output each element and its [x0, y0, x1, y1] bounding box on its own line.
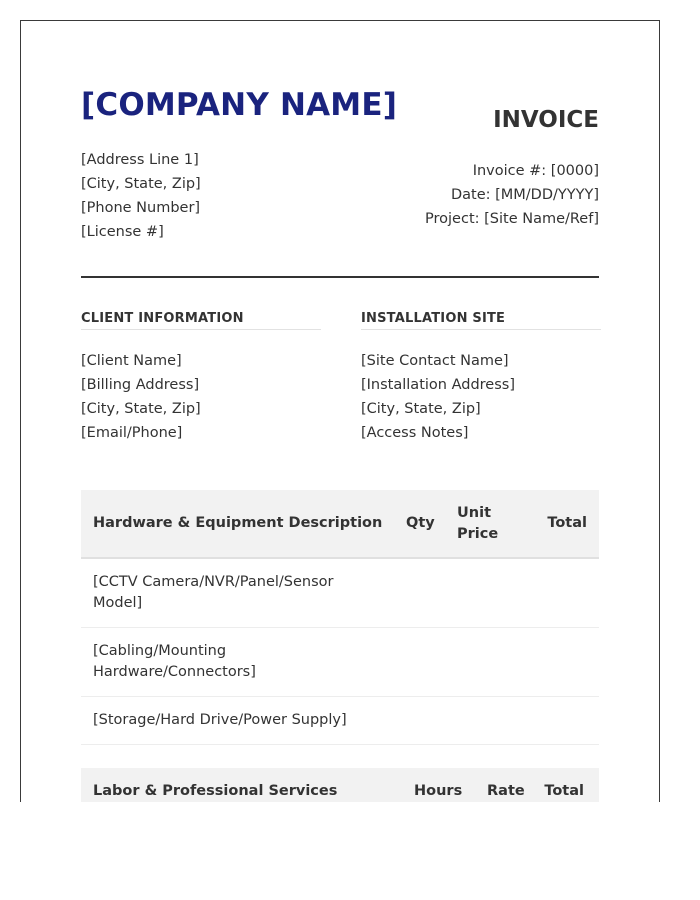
site-line: [Installation Address]	[361, 377, 515, 393]
client-line: [Client Name]	[81, 353, 182, 369]
header-hours: Hours	[414, 782, 463, 799]
invoice-page	[20, 20, 660, 802]
company-address	[81, 148, 201, 244]
header-unit-price-line: Unit	[457, 504, 491, 521]
row-description: [Storage/Hard Drive/Power Supply]	[93, 712, 347, 728]
invoice-title: INVOICE	[493, 107, 599, 133]
row-description: [Cabling/Mounting Hardware/Connectors]	[93, 643, 256, 680]
header-description: Hardware & Equipment Description	[93, 515, 383, 531]
header-rate: Rate	[487, 782, 525, 799]
invoice-number: Invoice #: [0000]	[472, 163, 599, 179]
labor-table	[81, 768, 599, 802]
hardware-table	[81, 490, 599, 745]
invoice-date: Date: [MM/DD/YYYY]	[450, 187, 599, 203]
client-line: [Billing Address]	[81, 377, 200, 393]
company-name: [COMPANY NAME]	[81, 87, 398, 123]
client-heading: CLIENT INFORMATION	[81, 311, 321, 330]
installation-site	[361, 311, 601, 445]
site-line: [Site Contact Name]	[361, 353, 509, 369]
client-line: [City, State, Zip]	[81, 401, 201, 417]
header-total: Total	[544, 782, 584, 799]
table-row	[81, 628, 599, 697]
header-divider	[81, 276, 599, 278]
header-description: Labor & Professional Services	[93, 782, 338, 799]
header-unit-price	[457, 490, 498, 557]
labor-table-header	[81, 768, 599, 802]
table-row	[81, 697, 599, 745]
site-heading: INSTALLATION SITE	[361, 311, 601, 330]
table-row	[81, 559, 599, 628]
address-line: [City, State, Zip]	[81, 176, 201, 192]
address-line: [Address Line 1]	[81, 152, 199, 168]
header-total: Total	[547, 515, 587, 531]
client-line: [Email/Phone]	[81, 425, 183, 441]
site-line: [City, State, Zip]	[361, 401, 481, 417]
row-description: [CCTV Camera/NVR/Panel/Sensor Model]	[93, 574, 334, 611]
address-line: [Phone Number]	[81, 200, 201, 216]
header-unit-price-line: Price	[457, 525, 499, 542]
client-information	[81, 311, 321, 445]
address-line: [License #]	[81, 224, 164, 240]
invoice-project: Project: [Site Name/Ref]	[425, 211, 599, 227]
hardware-table-header	[81, 490, 599, 559]
header-qty: Qty	[406, 515, 435, 531]
site-line: [Access Notes]	[361, 425, 469, 441]
invoice-meta	[425, 159, 599, 231]
